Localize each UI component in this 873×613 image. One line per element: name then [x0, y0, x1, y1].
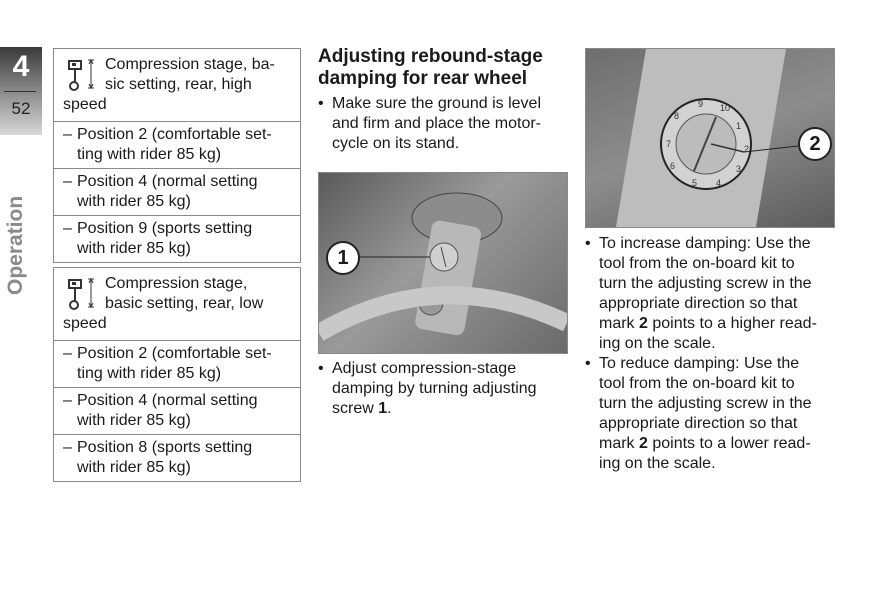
- table-row: – Position 9 (sports setting with rider 85 kg): [54, 215, 300, 262]
- header-line: speed: [63, 96, 107, 113]
- svg-text:5: 5: [692, 178, 698, 188]
- svg-text:3: 3: [736, 164, 742, 174]
- page-number: 52: [11, 99, 31, 118]
- table-header: [54, 49, 300, 121]
- svg-text:2: 2: [744, 144, 750, 154]
- shock-absorber-icon: [63, 55, 101, 93]
- svg-text:1: 1: [736, 121, 742, 131]
- svg-text:6: 6: [670, 161, 676, 171]
- figure-compression-screw: [318, 172, 568, 354]
- bullet-reduce: • To reduce damping: Use the tool from the on-board kit to turn the adjusting screw in the appropriate direction so that mark 2 points to a lower read- ing on the scale.: [585, 355, 812, 472]
- svg-text:9: 9: [698, 99, 704, 109]
- table-header: [54, 268, 300, 340]
- table-row: – Position 8 (sports setting with rider 85 kg): [54, 434, 300, 481]
- header-line: Compression stage, ba-: [105, 56, 275, 73]
- table-row: – Position 4 (normal setting with rider 85 kg): [54, 168, 300, 215]
- svg-text:8: 8: [674, 111, 680, 121]
- svg-text:4: 4: [716, 178, 722, 188]
- callout-1: 1: [326, 241, 360, 275]
- damping-instructions: [585, 234, 835, 474]
- header-line: speed: [63, 315, 107, 332]
- chapter-tab: [0, 47, 42, 135]
- settings-table-low-speed: [53, 267, 301, 482]
- table-row: – Position 2 (comfortable set- ting with rider 85 kg): [54, 340, 300, 387]
- section-label: Operation: [4, 195, 27, 295]
- shock-absorber-icon: [63, 274, 101, 312]
- bullet-ground: • Make sure the ground is level and firm and place the motor- cycle on its stand.: [318, 95, 541, 152]
- bullet-increase: • To increase damping: Use the tool from the on-board kit to turn the adjusting screw in the appropriate direction so that mark 2 points to a higher read- ing on the scale.: [585, 235, 817, 352]
- settings-table-high-speed: [53, 48, 301, 263]
- damping-dial-illustration: [586, 49, 834, 227]
- callout-2: 2: [798, 127, 832, 161]
- bullet-compression: • Adjust compression-stage damping by turning adjusting screw 1.: [318, 360, 537, 417]
- svg-text:7: 7: [666, 139, 672, 149]
- header-line: sic setting, rear, high: [105, 76, 252, 93]
- table-row: – Position 2 (comfortable set- ting with rider 85 kg): [54, 121, 300, 168]
- svg-text:10: 10: [720, 103, 731, 113]
- chapter-number: 4: [12, 50, 30, 83]
- header-line: basic setting, rear, low: [105, 295, 264, 312]
- divider: [4, 91, 36, 92]
- section-heading: Adjusting rebound-stage damping for rear wheel: [318, 46, 543, 89]
- figure-rebound-scale: [585, 48, 835, 228]
- header-line: Compression stage,: [105, 275, 248, 292]
- instructions-column: [318, 46, 568, 154]
- table-row: – Position 4 (normal setting with rider 85 kg): [54, 387, 300, 434]
